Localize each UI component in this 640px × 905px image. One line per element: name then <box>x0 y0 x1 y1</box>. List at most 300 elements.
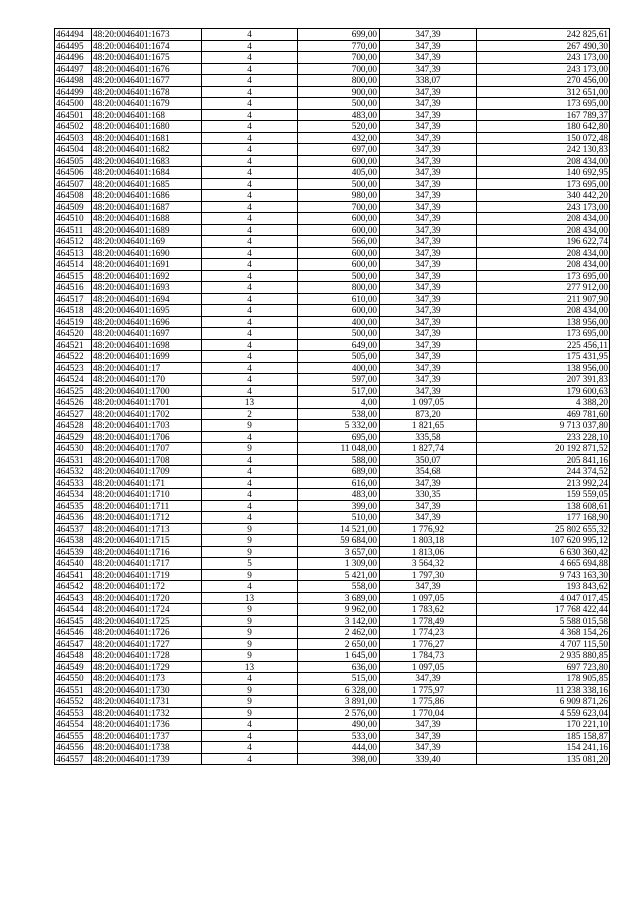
table-row <box>55 305 610 317</box>
area-cell: 483,00 <box>298 489 380 501</box>
value-cell: 173 695,00 <box>477 270 610 282</box>
area-cell: 1 645,00 <box>298 650 380 662</box>
cadastral-number-cell: 48:20:0046401:1698 <box>92 339 202 351</box>
cadastral-number-cell: 48:20:0046401:1725 <box>92 615 202 627</box>
code-cell: 4 <box>202 132 298 144</box>
code-cell: 4 <box>202 98 298 110</box>
rate-cell: 347,39 <box>380 52 477 64</box>
record-id-cell: 464551 <box>55 684 92 696</box>
code-cell: 4 <box>202 282 298 294</box>
value-cell: 340 442,20 <box>477 190 610 202</box>
area-cell: 1 309,00 <box>298 558 380 570</box>
value-cell: 208 434,00 <box>477 224 610 236</box>
record-id-cell: 464524 <box>55 374 92 386</box>
cadastral-number-cell: 48:20:0046401:1728 <box>92 650 202 662</box>
code-cell: 4 <box>202 673 298 685</box>
record-id-cell: 464529 <box>55 431 92 443</box>
code-cell: 4 <box>202 29 298 41</box>
code-cell: 9 <box>202 569 298 581</box>
area-cell: 800,00 <box>298 75 380 87</box>
area-cell: 2 650,00 <box>298 638 380 650</box>
cadastral-number-cell: 48:20:0046401:1737 <box>92 730 202 742</box>
cadastral-value-table <box>54 28 610 765</box>
record-id-cell: 464554 <box>55 719 92 731</box>
cadastral-number-cell: 48:20:0046401:1701 <box>92 397 202 409</box>
area-cell: 2 576,00 <box>298 707 380 719</box>
table-row <box>55 707 610 719</box>
record-id-cell: 464518 <box>55 305 92 317</box>
table-row <box>55 431 610 443</box>
record-id-cell: 464556 <box>55 742 92 754</box>
record-id-cell: 464527 <box>55 408 92 420</box>
value-cell: 208 434,00 <box>477 259 610 271</box>
area-cell: 444,00 <box>298 742 380 754</box>
cadastral-number-cell: 48:20:0046401:1674 <box>92 40 202 52</box>
record-id-cell: 464533 <box>55 477 92 489</box>
table-row <box>55 466 610 478</box>
record-id-cell: 464543 <box>55 592 92 604</box>
area-cell: 510,00 <box>298 512 380 524</box>
record-id-cell: 464503 <box>55 132 92 144</box>
record-id-cell: 464512 <box>55 236 92 248</box>
area-cell: 700,00 <box>298 201 380 213</box>
record-id-cell: 464541 <box>55 569 92 581</box>
record-id-cell: 464548 <box>55 650 92 662</box>
code-cell: 13 <box>202 592 298 604</box>
code-cell: 4 <box>202 247 298 259</box>
cadastral-number-cell: 48:20:0046401:1738 <box>92 742 202 754</box>
area-cell: 400,00 <box>298 362 380 374</box>
table-row <box>55 132 610 144</box>
table-row <box>55 523 610 535</box>
code-cell: 4 <box>202 374 298 386</box>
table-row <box>55 144 610 156</box>
value-cell: 4 665 694,88 <box>477 558 610 570</box>
value-cell: 159 559,05 <box>477 489 610 501</box>
rate-cell: 347,39 <box>380 316 477 328</box>
code-cell: 4 <box>202 581 298 593</box>
value-cell: 469 781,60 <box>477 408 610 420</box>
cadastral-number-cell: 48:20:0046401:1703 <box>92 420 202 432</box>
code-cell: 4 <box>202 512 298 524</box>
code-cell: 4 <box>202 719 298 731</box>
area-cell: 3 689,00 <box>298 592 380 604</box>
cadastral-number-cell: 48:20:0046401:1677 <box>92 75 202 87</box>
rate-cell: 347,39 <box>380 730 477 742</box>
record-id-cell: 464526 <box>55 397 92 409</box>
record-id-cell: 464521 <box>55 339 92 351</box>
area-cell: 5 421,00 <box>298 569 380 581</box>
table-row <box>55 546 610 558</box>
code-cell: 4 <box>202 328 298 340</box>
cadastral-number-cell: 48:20:0046401:1690 <box>92 247 202 259</box>
table-row <box>55 638 610 650</box>
table-row <box>55 443 610 455</box>
rate-cell: 347,39 <box>380 236 477 248</box>
code-cell: 4 <box>202 339 298 351</box>
rate-cell: 347,39 <box>380 293 477 305</box>
area-cell: 59 684,00 <box>298 535 380 547</box>
record-id-cell: 464506 <box>55 167 92 179</box>
table-row <box>55 155 610 167</box>
table-row <box>55 374 610 386</box>
record-id-cell: 464513 <box>55 247 92 259</box>
value-cell: 173 695,00 <box>477 178 610 190</box>
code-cell: 4 <box>202 431 298 443</box>
area-cell: 900,00 <box>298 86 380 98</box>
code-cell: 4 <box>202 466 298 478</box>
cadastral-number-cell: 48:20:0046401:1693 <box>92 282 202 294</box>
area-cell: 770,00 <box>298 40 380 52</box>
area-cell: 2 462,00 <box>298 627 380 639</box>
table-row <box>55 558 610 570</box>
value-cell: 20 192 871,52 <box>477 443 610 455</box>
cadastral-number-cell: 48:20:0046401:1692 <box>92 270 202 282</box>
table-row <box>55 592 610 604</box>
area-cell: 398,00 <box>298 753 380 765</box>
cadastral-number-cell: 48:20:0046401:1709 <box>92 466 202 478</box>
rate-cell: 1 097,05 <box>380 661 477 673</box>
code-cell: 5 <box>202 558 298 570</box>
area-cell: 533,00 <box>298 730 380 742</box>
code-cell: 9 <box>202 443 298 455</box>
rate-cell: 347,39 <box>380 477 477 489</box>
area-cell: 3 657,00 <box>298 546 380 558</box>
value-cell: 4 707 115,50 <box>477 638 610 650</box>
code-cell: 4 <box>202 63 298 75</box>
rate-cell: 1 774,23 <box>380 627 477 639</box>
code-cell: 9 <box>202 615 298 627</box>
record-id-cell: 464530 <box>55 443 92 455</box>
cadastral-number-cell: 48:20:0046401:171 <box>92 477 202 489</box>
value-cell: 107 620 995,12 <box>477 535 610 547</box>
value-cell: 270 456,00 <box>477 75 610 87</box>
area-cell: 505,00 <box>298 351 380 363</box>
value-cell: 312 651,00 <box>477 86 610 98</box>
area-cell: 399,00 <box>298 500 380 512</box>
area-cell: 500,00 <box>298 270 380 282</box>
record-id-cell: 464510 <box>55 213 92 225</box>
table-row <box>55 247 610 259</box>
area-cell: 500,00 <box>298 98 380 110</box>
code-cell: 4 <box>202 86 298 98</box>
record-id-cell: 464494 <box>55 29 92 41</box>
value-cell: 175 431,95 <box>477 351 610 363</box>
cadastral-number-cell: 48:20:0046401:1676 <box>92 63 202 75</box>
cadastral-number-cell: 48:20:0046401:1731 <box>92 696 202 708</box>
table-row <box>55 489 610 501</box>
value-cell: 173 695,00 <box>477 98 610 110</box>
cadastral-number-cell: 48:20:0046401:1706 <box>92 431 202 443</box>
value-cell: 207 391,83 <box>477 374 610 386</box>
rate-cell: 347,39 <box>380 259 477 271</box>
code-cell: 9 <box>202 604 298 616</box>
code-cell: 9 <box>202 420 298 432</box>
table-row <box>55 581 610 593</box>
value-cell: 2 935 880,85 <box>477 650 610 662</box>
document-sheet <box>54 28 609 765</box>
area-cell: 500,00 <box>298 328 380 340</box>
code-cell: 4 <box>202 489 298 501</box>
code-cell: 9 <box>202 696 298 708</box>
cadastral-number-cell: 48:20:0046401:1736 <box>92 719 202 731</box>
value-cell: 196 622,74 <box>477 236 610 248</box>
cadastral-number-cell: 48:20:0046401:1717 <box>92 558 202 570</box>
value-cell: 17 768 422,44 <box>477 604 610 616</box>
cadastral-number-cell: 48:20:0046401:170 <box>92 374 202 386</box>
record-id-cell: 464520 <box>55 328 92 340</box>
cadastral-number-cell: 48:20:0046401:1695 <box>92 305 202 317</box>
record-id-cell: 464537 <box>55 523 92 535</box>
value-cell: 5 588 015,58 <box>477 615 610 627</box>
record-id-cell: 464546 <box>55 627 92 639</box>
cadastral-number-cell: 48:20:0046401:1688 <box>92 213 202 225</box>
rate-cell: 347,39 <box>380 213 477 225</box>
rate-cell: 330,35 <box>380 489 477 501</box>
table-row <box>55 604 610 616</box>
record-id-cell: 464511 <box>55 224 92 236</box>
record-id-cell: 464495 <box>55 40 92 52</box>
area-cell: 566,00 <box>298 236 380 248</box>
record-id-cell: 464519 <box>55 316 92 328</box>
value-cell: 205 841,16 <box>477 454 610 466</box>
value-cell: 173 695,00 <box>477 328 610 340</box>
record-id-cell: 464552 <box>55 696 92 708</box>
cadastral-number-cell: 48:20:0046401:1730 <box>92 684 202 696</box>
table-row <box>55 213 610 225</box>
rate-cell: 347,39 <box>380 63 477 75</box>
code-cell: 4 <box>202 259 298 271</box>
area-cell: 980,00 <box>298 190 380 202</box>
code-cell: 4 <box>202 155 298 167</box>
cadastral-number-cell: 48:20:0046401:1687 <box>92 201 202 213</box>
table-row <box>55 259 610 271</box>
table-row <box>55 328 610 340</box>
cadastral-number-cell: 48:20:0046401:173 <box>92 673 202 685</box>
cadastral-number-cell: 48:20:0046401:1683 <box>92 155 202 167</box>
table-row <box>55 270 610 282</box>
code-cell: 4 <box>202 753 298 765</box>
table-row <box>55 627 610 639</box>
value-cell: 208 434,00 <box>477 247 610 259</box>
table-row <box>55 224 610 236</box>
cadastral-number-cell: 48:20:0046401:1689 <box>92 224 202 236</box>
table-row <box>55 673 610 685</box>
rate-cell: 1 097,05 <box>380 397 477 409</box>
table-row <box>55 753 610 765</box>
rate-cell: 347,39 <box>380 742 477 754</box>
rate-cell: 1 813,06 <box>380 546 477 558</box>
code-cell: 9 <box>202 638 298 650</box>
rate-cell: 347,39 <box>380 190 477 202</box>
cadastral-number-cell: 48:20:0046401:1697 <box>92 328 202 340</box>
code-cell: 13 <box>202 661 298 673</box>
value-cell: 150 072,48 <box>477 132 610 144</box>
cadastral-number-cell: 48:20:0046401:1684 <box>92 167 202 179</box>
table-row <box>55 40 610 52</box>
value-cell: 225 456,11 <box>477 339 610 351</box>
code-cell: 4 <box>202 270 298 282</box>
code-cell: 4 <box>202 178 298 190</box>
table-row <box>55 63 610 75</box>
code-cell: 9 <box>202 684 298 696</box>
value-cell: 9 743 163,30 <box>477 569 610 581</box>
area-cell: 600,00 <box>298 155 380 167</box>
code-cell: 4 <box>202 121 298 133</box>
rate-cell: 347,39 <box>380 673 477 685</box>
value-cell: 243 173,00 <box>477 52 610 64</box>
rate-cell: 1 821,65 <box>380 420 477 432</box>
code-cell: 4 <box>202 109 298 121</box>
area-cell: 490,00 <box>298 719 380 731</box>
cadastral-number-cell: 48:20:0046401:1726 <box>92 627 202 639</box>
record-id-cell: 464508 <box>55 190 92 202</box>
rate-cell: 338,07 <box>380 75 477 87</box>
record-id-cell: 464553 <box>55 707 92 719</box>
value-cell: 138 608,61 <box>477 500 610 512</box>
area-cell: 6 328,00 <box>298 684 380 696</box>
table-row <box>55 397 610 409</box>
cadastral-number-cell: 48:20:0046401:1696 <box>92 316 202 328</box>
code-cell: 9 <box>202 707 298 719</box>
code-cell: 9 <box>202 650 298 662</box>
area-cell: 700,00 <box>298 52 380 64</box>
area-cell: 558,00 <box>298 581 380 593</box>
rate-cell: 3 564,32 <box>380 558 477 570</box>
value-cell: 140 692,95 <box>477 167 610 179</box>
cadastral-number-cell: 48:20:0046401:1686 <box>92 190 202 202</box>
record-id-cell: 464536 <box>55 512 92 524</box>
area-cell: 405,00 <box>298 167 380 179</box>
table-row <box>55 650 610 662</box>
area-cell: 517,00 <box>298 385 380 397</box>
value-cell: 177 168,90 <box>477 512 610 524</box>
cadastral-number-cell: 48:20:0046401:1739 <box>92 753 202 765</box>
area-cell: 636,00 <box>298 661 380 673</box>
rate-cell: 1 783,62 <box>380 604 477 616</box>
area-cell: 588,00 <box>298 454 380 466</box>
table-row <box>55 730 610 742</box>
cadastral-number-cell: 48:20:0046401:1716 <box>92 546 202 558</box>
area-cell: 515,00 <box>298 673 380 685</box>
value-cell: 208 434,00 <box>477 213 610 225</box>
table-row <box>55 420 610 432</box>
record-id-cell: 464525 <box>55 385 92 397</box>
cadastral-number-cell: 48:20:0046401:169 <box>92 236 202 248</box>
cadastral-number-cell: 48:20:0046401:1702 <box>92 408 202 420</box>
area-cell: 520,00 <box>298 121 380 133</box>
rate-cell: 347,39 <box>380 86 477 98</box>
rate-cell: 347,39 <box>380 500 477 512</box>
rate-cell: 1 784,73 <box>380 650 477 662</box>
value-cell: 267 490,30 <box>477 40 610 52</box>
table-row <box>55 477 610 489</box>
rate-cell: 347,39 <box>380 98 477 110</box>
area-cell: 432,00 <box>298 132 380 144</box>
code-cell: 4 <box>202 52 298 64</box>
value-cell: 170 221,10 <box>477 719 610 731</box>
area-cell: 600,00 <box>298 305 380 317</box>
record-id-cell: 464528 <box>55 420 92 432</box>
rate-cell: 1 775,97 <box>380 684 477 696</box>
cadastral-number-cell: 48:20:0046401:168 <box>92 109 202 121</box>
record-id-cell: 464501 <box>55 109 92 121</box>
rate-cell: 350,07 <box>380 454 477 466</box>
cadastral-number-cell: 48:20:0046401:1678 <box>92 86 202 98</box>
rate-cell: 347,39 <box>380 385 477 397</box>
rate-cell: 1 776,92 <box>380 523 477 535</box>
table-row <box>55 569 610 581</box>
record-id-cell: 464517 <box>55 293 92 305</box>
code-cell: 4 <box>202 201 298 213</box>
value-cell: 242 825,61 <box>477 29 610 41</box>
rate-cell: 347,39 <box>380 224 477 236</box>
area-cell: 700,00 <box>298 63 380 75</box>
rate-cell: 1 803,18 <box>380 535 477 547</box>
record-id-cell: 464539 <box>55 546 92 558</box>
value-cell: 138 956,00 <box>477 362 610 374</box>
rate-cell: 347,39 <box>380 270 477 282</box>
rate-cell: 347,39 <box>380 201 477 213</box>
record-id-cell: 464504 <box>55 144 92 156</box>
value-cell: 179 600,63 <box>477 385 610 397</box>
cadastral-number-cell: 48:20:0046401:1694 <box>92 293 202 305</box>
area-cell: 9 962,00 <box>298 604 380 616</box>
rate-cell: 1 778,49 <box>380 615 477 627</box>
code-cell: 9 <box>202 523 298 535</box>
rate-cell: 347,39 <box>380 29 477 41</box>
cadastral-number-cell: 48:20:0046401:1713 <box>92 523 202 535</box>
area-cell: 600,00 <box>298 224 380 236</box>
rate-cell: 347,39 <box>380 144 477 156</box>
cadastral-number-cell: 48:20:0046401:172 <box>92 581 202 593</box>
code-cell: 4 <box>202 224 298 236</box>
record-id-cell: 464544 <box>55 604 92 616</box>
record-id-cell: 464540 <box>55 558 92 570</box>
record-id-cell: 464498 <box>55 75 92 87</box>
code-cell: 4 <box>202 305 298 317</box>
cadastral-number-cell: 48:20:0046401:1720 <box>92 592 202 604</box>
cadastral-number-cell: 48:20:0046401:1681 <box>92 132 202 144</box>
cadastral-number-cell: 48:20:0046401:1711 <box>92 500 202 512</box>
area-cell: 649,00 <box>298 339 380 351</box>
rate-cell: 1 797,30 <box>380 569 477 581</box>
rate-cell: 1 776,27 <box>380 638 477 650</box>
record-id-cell: 464497 <box>55 63 92 75</box>
table-row <box>55 282 610 294</box>
area-cell: 697,00 <box>298 144 380 156</box>
record-id-cell: 464549 <box>55 661 92 673</box>
code-cell: 4 <box>202 190 298 202</box>
cadastral-number-cell: 48:20:0046401:1708 <box>92 454 202 466</box>
value-cell: 213 992,24 <box>477 477 610 489</box>
rate-cell: 1 775,86 <box>380 696 477 708</box>
table-row <box>55 316 610 328</box>
record-id-cell: 464538 <box>55 535 92 547</box>
rate-cell: 347,39 <box>380 374 477 386</box>
code-cell: 4 <box>202 213 298 225</box>
table-row <box>55 684 610 696</box>
rate-cell: 347,39 <box>380 109 477 121</box>
area-cell: 689,00 <box>298 466 380 478</box>
rate-cell: 347,39 <box>380 328 477 340</box>
value-cell: 208 434,00 <box>477 305 610 317</box>
code-cell: 4 <box>202 500 298 512</box>
cadastral-number-cell: 48:20:0046401:1700 <box>92 385 202 397</box>
rate-cell: 347,39 <box>380 282 477 294</box>
value-cell: 154 241,16 <box>477 742 610 754</box>
area-cell: 11 048,00 <box>298 443 380 455</box>
